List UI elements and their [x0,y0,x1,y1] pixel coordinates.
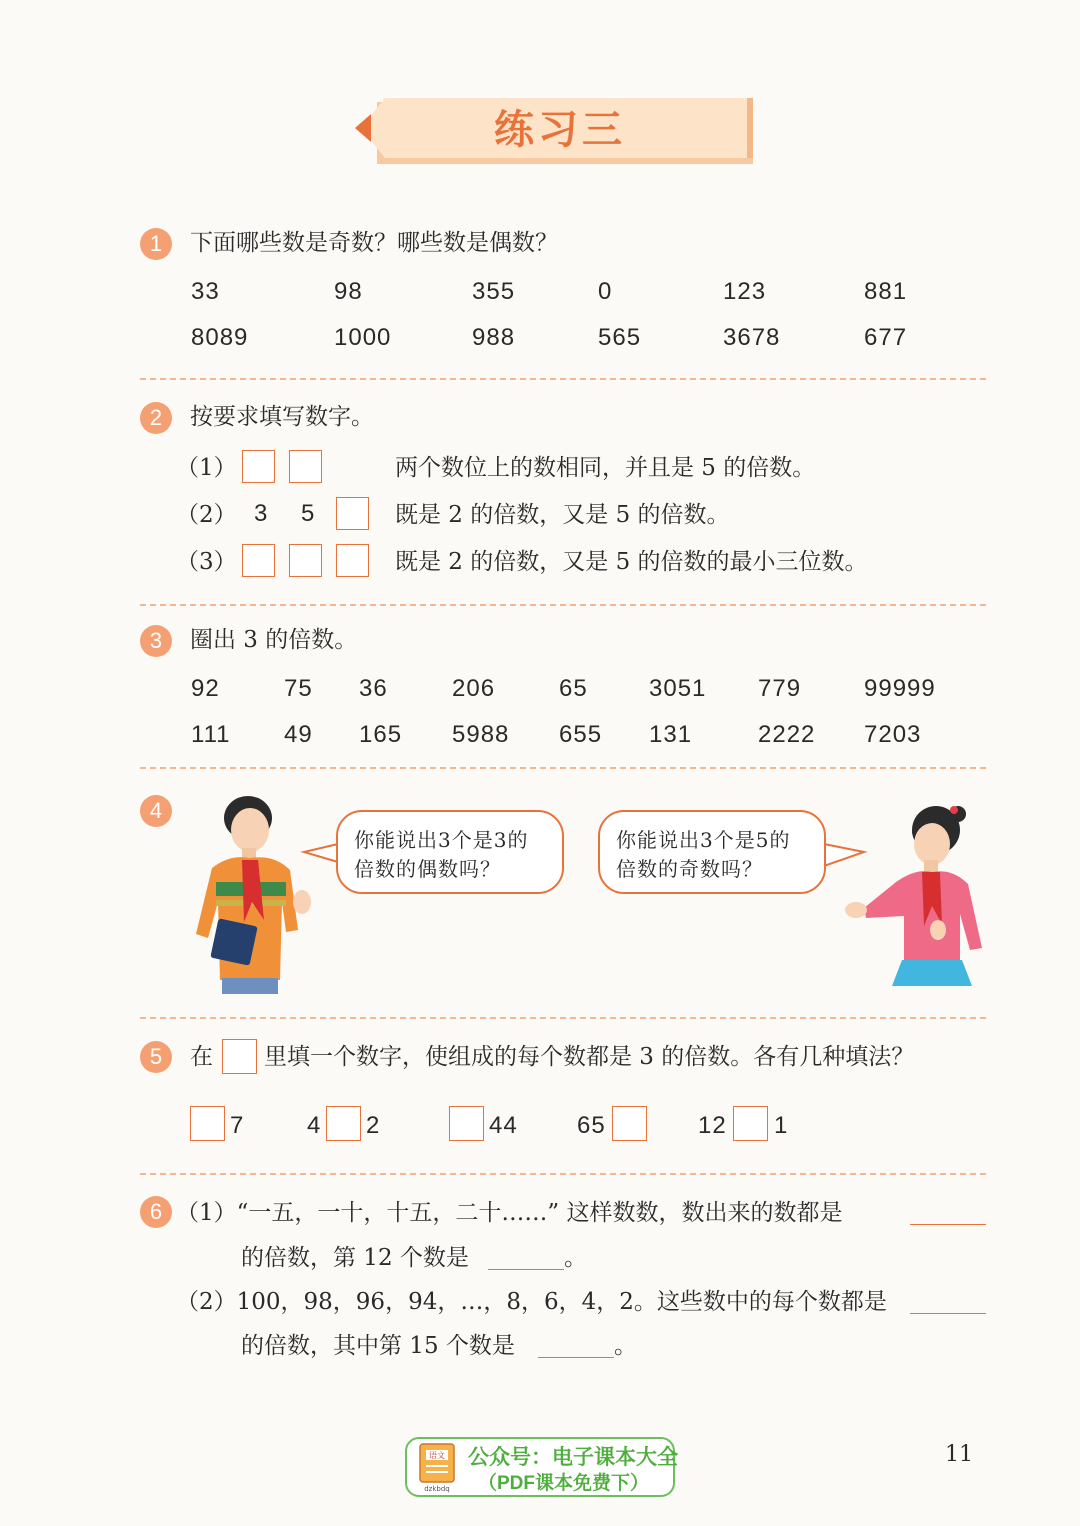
book-icon-caption: dzkbdq [424,1485,450,1493]
q6-part2-line2: 的倍数，其中第 15 个数是 [241,1333,515,1359]
question-number-2: 2 [140,402,172,434]
q3-prompt: 圈出 3 的倍数。 [190,627,358,653]
q5-digits: 1 [774,1112,789,1139]
answer-box[interactable] [336,544,369,577]
q6-part1-end: 。 [564,1245,587,1271]
digit-box[interactable] [733,1106,768,1141]
question-number-4: 4 [140,795,172,827]
speech-bubble-left [336,810,564,894]
q3-number[interactable]: 165 [359,721,403,748]
question-number-3: 3 [140,625,172,657]
q5-digits: 44 [489,1112,518,1139]
book-icon [414,1440,464,1494]
q5-digits: 12 [698,1112,727,1139]
bubble-line: 倍数的偶数吗？ [354,857,501,881]
q2-digit: 3 [254,500,269,527]
q6-part2-line1: （2）100，98，96，94，…，8，6，4，2。这些数中的每个数都是 [176,1289,887,1315]
bubble-line: 你能说出3个是3的 [354,828,529,852]
digit-box[interactable] [449,1106,484,1141]
q2-item-label: （3） [176,549,237,575]
q3-number[interactable]: 92 [191,675,220,702]
q2-item-text: 既是 2 的倍数，又是 5 的倍数的最小三位数。 [395,549,868,575]
section-divider [140,604,986,606]
digit-box[interactable] [612,1106,647,1141]
q2-item-label: （2） [176,502,237,528]
q1-number: 677 [864,324,908,351]
girl-illustration [826,800,986,1000]
answer-blank[interactable] [538,1335,614,1358]
watermark-line1: 公众号：电子课本大全 [468,1446,678,1469]
q6-part1-line1: （1）“一五，一十，十五，二十……” 这样数数，数出来的数都是 [176,1200,843,1226]
q1-number: 3678 [723,324,781,351]
answer-box[interactable] [242,450,275,483]
q3-number[interactable]: 5988 [452,721,510,748]
speech-bubble-right [598,810,826,894]
answer-blank[interactable] [910,1291,986,1314]
q5-digits: 7 [230,1112,245,1139]
bubble-line: 你能说出3个是5的 [616,828,791,852]
q3-number[interactable]: 131 [649,721,693,748]
q1-prompt: 下面哪些数是奇数？哪些数是偶数？ [190,230,558,256]
q5-digits: 4 [307,1112,322,1139]
q1-number: 98 [334,278,363,305]
q1-number: 355 [472,278,516,305]
q2-prompt: 按要求填写数字。 [190,404,374,430]
q1-number: 988 [472,324,516,351]
q2-item-text: 既是 2 的倍数，又是 5 的倍数。 [395,502,730,528]
q3-number[interactable]: 49 [284,721,313,748]
q6-part2-end: 。 [614,1333,637,1359]
q3-number[interactable]: 99999 [864,675,936,702]
answer-blank[interactable] [910,1202,986,1225]
section-divider [140,378,986,380]
answer-box[interactable] [242,544,275,577]
answer-blank[interactable] [488,1247,564,1270]
question-number-1: 1 [140,228,172,260]
page-number: 11 [945,1442,973,1467]
answer-box[interactable] [336,497,369,530]
q3-number[interactable]: 3051 [649,675,707,702]
q1-number: 1000 [334,324,392,351]
q3-number[interactable]: 779 [758,675,802,702]
q2-item-text: 两个数位上的数相同，并且是 5 的倍数。 [395,455,816,481]
section-divider [140,1017,986,1019]
answer-box[interactable] [289,544,322,577]
q3-number[interactable]: 7203 [864,721,922,748]
q5-prompt-after: 里填一个数字，使组成的每个数都是 3 的倍数。各有几种填法？ [264,1044,915,1070]
q6-part1-line2: 的倍数，第 12 个数是 [241,1245,469,1271]
q1-number: 123 [723,278,767,305]
digit-box[interactable] [190,1106,225,1141]
question-number-5: 5 [140,1041,172,1073]
q1-number: 0 [598,278,613,305]
q3-number[interactable]: 655 [559,721,603,748]
q3-number[interactable]: 75 [284,675,313,702]
sample-box [222,1039,257,1074]
q5-prompt-before: 在 [190,1044,213,1070]
q1-number: 33 [191,278,220,305]
bubble-line: 倍数的奇数吗？ [616,857,763,881]
book-icon-text: 语文 [429,1451,445,1460]
q3-number[interactable]: 2222 [758,721,816,748]
section-divider [140,1173,986,1175]
watermark-line2: （PDF课本免费下） [478,1473,650,1494]
answer-box[interactable] [289,450,322,483]
digit-box[interactable] [326,1106,361,1141]
q3-number[interactable]: 111 [191,721,231,748]
q3-number[interactable]: 206 [452,675,496,702]
q5-digits: 2 [366,1112,381,1139]
q1-number: 565 [598,324,642,351]
q5-digits: 65 [577,1112,606,1139]
q3-number[interactable]: 65 [559,675,588,702]
section-divider [140,767,986,769]
q2-item-label: （1） [176,455,237,481]
q1-number: 8089 [191,324,249,351]
q2-digit: 5 [301,500,316,527]
page-title: 练习三 [494,106,626,153]
q3-number[interactable]: 36 [359,675,388,702]
q1-number: 881 [864,278,908,305]
question-number-6: 6 [140,1196,172,1228]
